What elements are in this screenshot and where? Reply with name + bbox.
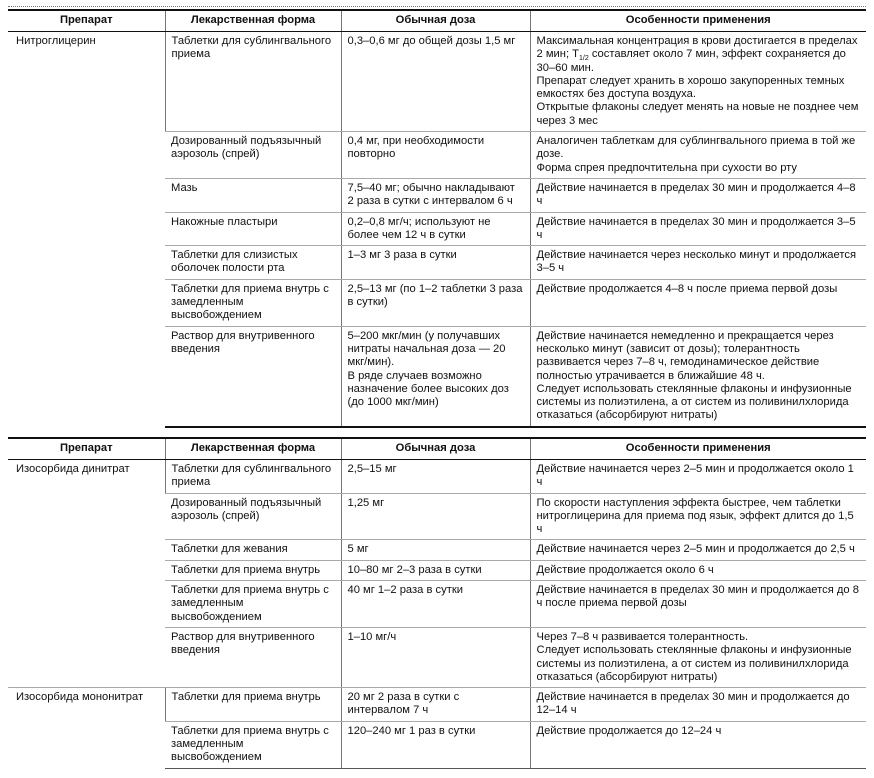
note-text: Через 7–8 ч развивается толерантность.: [536, 630, 749, 643]
note-fragment: Максимальная концентрация в крови достигается в пределах 2 мин; T: [536, 35, 858, 61]
dose-text: 20 мг 2 раза в сутки с интервалом 7 ч: [347, 691, 460, 717]
dosage-form: Таблетки для приема внутрь с замедленным высвобождением: [165, 721, 341, 768]
header-notes: Особенности применения: [530, 438, 866, 460]
dose-text: 1–3 мг 3 раза в сутки: [347, 249, 457, 262]
top-rule: [8, 0, 866, 7]
note-text: Действие начинается немедленно и прекращается через несколько минут (зависит от дозы); толерантность развивается через 7–8 ч, гемодинамическое действие полностью утрачивается в ближайшие 48 ч.: [536, 329, 834, 382]
nitroglycerin-table: [8, 9, 866, 428]
note-text: Действие начинается в пределах 30 мин и продолжается 4–8 ч: [536, 181, 856, 208]
note-text: Действие начинается через 2–5 мин и продолжается около 1 ч: [536, 463, 854, 489]
note-text: Действие продолжается 4–8 ч после приема первой дозы: [536, 282, 838, 295]
header-form: Лекарственная форма: [165, 438, 341, 460]
dose-text: 1–10 мг/ч: [347, 630, 397, 643]
dose-text: 7,5–40 мг; обычно накладывают 2 раза в сутки с интервалом 6 ч: [347, 181, 515, 208]
dose-text: 2,5–15 мг: [347, 463, 397, 475]
usage-notes: [530, 32, 866, 132]
dosage-form: Дозированный подъязычный аэрозоль (спрей): [165, 493, 341, 540]
header-drug: Препарат: [8, 10, 165, 32]
dose-text: 0,3–0,6 мг до общей дозы 1,5 мг: [347, 35, 516, 47]
usage-notes: [530, 178, 866, 212]
header-notes: Особенности применения: [530, 10, 866, 32]
note-text: Действие начинается в пределах 30 мин и продолжается до 8 ч после приема первой дозы: [536, 584, 859, 610]
dose-text: 0,4 мг, при необходимости повторно: [347, 135, 485, 161]
note-text: Действие начинается в пределах 30 мин и продолжается 3–5 ч: [536, 215, 856, 241]
usage-notes: [530, 560, 866, 580]
usage-notes: [530, 627, 866, 687]
dose-text: 10–80 мг 2–3 раза в сутки: [347, 563, 482, 576]
table-row: [8, 688, 866, 722]
dosage-form: Раствор для внутривенного введения: [165, 326, 341, 427]
note-text: Открытые флаконы следует менять на новые не позднее чем через 3 мес: [536, 101, 859, 127]
note-text: Следует использовать стеклянные флаконы и инфузионные системы из полиэтилена, а от систем из поливинилхлорида отказаться (абсорбируют нитраты): [536, 644, 852, 683]
half-life-subscript: 1/2: [579, 55, 589, 63]
table-row: [8, 32, 866, 132]
usual-dose: [341, 279, 530, 326]
note-text: Действие начинается в пределах 30 мин и продолжается до 12–14 ч: [536, 691, 850, 717]
usage-notes: [530, 721, 866, 768]
dose-text: В ряде случаев возможно назначение более высоких доз (до 1000 мкг/мин): [347, 369, 509, 409]
drug-name: Изосорбида мононитрат: [16, 691, 144, 704]
note-text: Препарат следует хранить в хорошо закупоренных темных емкостях без доступа воздуха.: [536, 74, 845, 101]
dosage-form: Таблетки для приема внутрь с замедленным высвобождением: [165, 581, 341, 628]
dose-text: 5 мг: [347, 543, 369, 556]
usage-notes: [530, 493, 866, 540]
header-dose: Обычная доза: [341, 10, 530, 32]
dose-text: 2,5–13 мг (по 1–2 таблетки 3 раза в сутки): [347, 282, 523, 309]
note-text: Форма спрея предпочтительна при сухости во рту: [536, 161, 798, 174]
dose-text: 0,2–0,8 мг/ч; используют не более чем 12 ч в сутки: [347, 215, 491, 241]
header-form: Лекарственная форма: [165, 10, 341, 32]
dosage-form: Накожные пластыри: [165, 212, 341, 246]
dosage-form: Таблетки для сублингвального приема: [165, 32, 341, 132]
dosage-form: Таблетки для приема внутрь: [165, 560, 341, 580]
note-text: Следует использовать стеклянные флаконы и инфузионные системы из полиэтилена, а от систем из поливинилхлорида отказаться (абсорбируют нитраты): [536, 382, 852, 422]
dosage-form: Дозированный подъязычный аэрозоль (спрей): [165, 132, 341, 179]
usage-notes: [530, 212, 866, 246]
dose-text: 1,25 мг: [347, 496, 385, 509]
usage-notes: [530, 246, 866, 280]
drug-name: Нитроглицерин: [16, 35, 96, 47]
usual-dose: [341, 32, 530, 132]
usual-dose: [341, 178, 530, 212]
note-text: По скорости наступления эффекта быстрее, чем таблетки нитроглицерина для приема под язык, эффект длится до 1,5 ч: [536, 496, 854, 536]
usual-dose: [341, 721, 530, 768]
dosage-form: Таблетки для сублингвального приема: [165, 460, 341, 494]
usage-notes: [530, 460, 866, 494]
dosage-form: Таблетки для слизистых оболочек полости рта: [165, 246, 341, 280]
usual-dose: [341, 627, 530, 687]
note-text: Действие продолжается до 12–24 ч: [536, 724, 722, 737]
note-text: Действие начинается через 2–5 мин и продолжается до 2,5 ч: [536, 543, 855, 556]
dose-text: 40 мг 1–2 раза в сутки: [347, 584, 463, 597]
usage-notes: [530, 540, 866, 560]
isosorbide-table: [8, 437, 866, 769]
note-text: Действие продолжается около 6 ч: [536, 563, 714, 576]
usage-notes: [530, 279, 866, 326]
usual-dose: [341, 246, 530, 280]
usual-dose: [341, 493, 530, 540]
table-row: [8, 460, 866, 494]
note-text: Действие начинается через несколько минут и продолжается 3–5 ч: [536, 249, 857, 275]
note-text: Аналогичен таблеткам для сублингвального приема в той же дозе.: [536, 135, 856, 161]
usual-dose: [341, 132, 530, 179]
dosage-form: Таблетки для жевания: [165, 540, 341, 560]
usage-notes: [530, 132, 866, 179]
drug-name: Изосорбида динитрат: [8, 460, 165, 688]
dosage-form: Таблетки для приема внутрь: [165, 688, 341, 722]
header-drug: Препарат: [8, 438, 165, 460]
note-text: [537, 35, 861, 75]
header-row: [8, 438, 866, 460]
usual-dose: [341, 560, 530, 580]
usual-dose: [341, 460, 530, 494]
usage-notes: [530, 688, 866, 722]
usual-dose: [341, 326, 530, 427]
header-row: [8, 10, 866, 32]
dose-text: 120–240 мг 1 раз в сутки: [347, 724, 476, 737]
header-dose: Обычная доза: [341, 438, 530, 460]
usual-dose: [341, 212, 530, 246]
dose-text: 5–200 мкг/мин (у получавших нитраты начальная доза — 20 мкг/мин).: [347, 329, 506, 369]
dosage-form: Таблетки для приема внутрь с замедленным высвобождением: [165, 279, 341, 326]
usual-dose: [341, 688, 530, 722]
usual-dose: [341, 540, 530, 560]
dosage-form: Мазь: [165, 178, 341, 212]
dosage-form: Раствор для внутривенного введения: [165, 627, 341, 687]
usage-notes: [530, 581, 866, 628]
note-fragment: составляет около 7 мин, эффект сохраняется до 30–60 мин.: [536, 48, 846, 74]
usage-notes: [530, 326, 866, 427]
usual-dose: [341, 581, 530, 628]
